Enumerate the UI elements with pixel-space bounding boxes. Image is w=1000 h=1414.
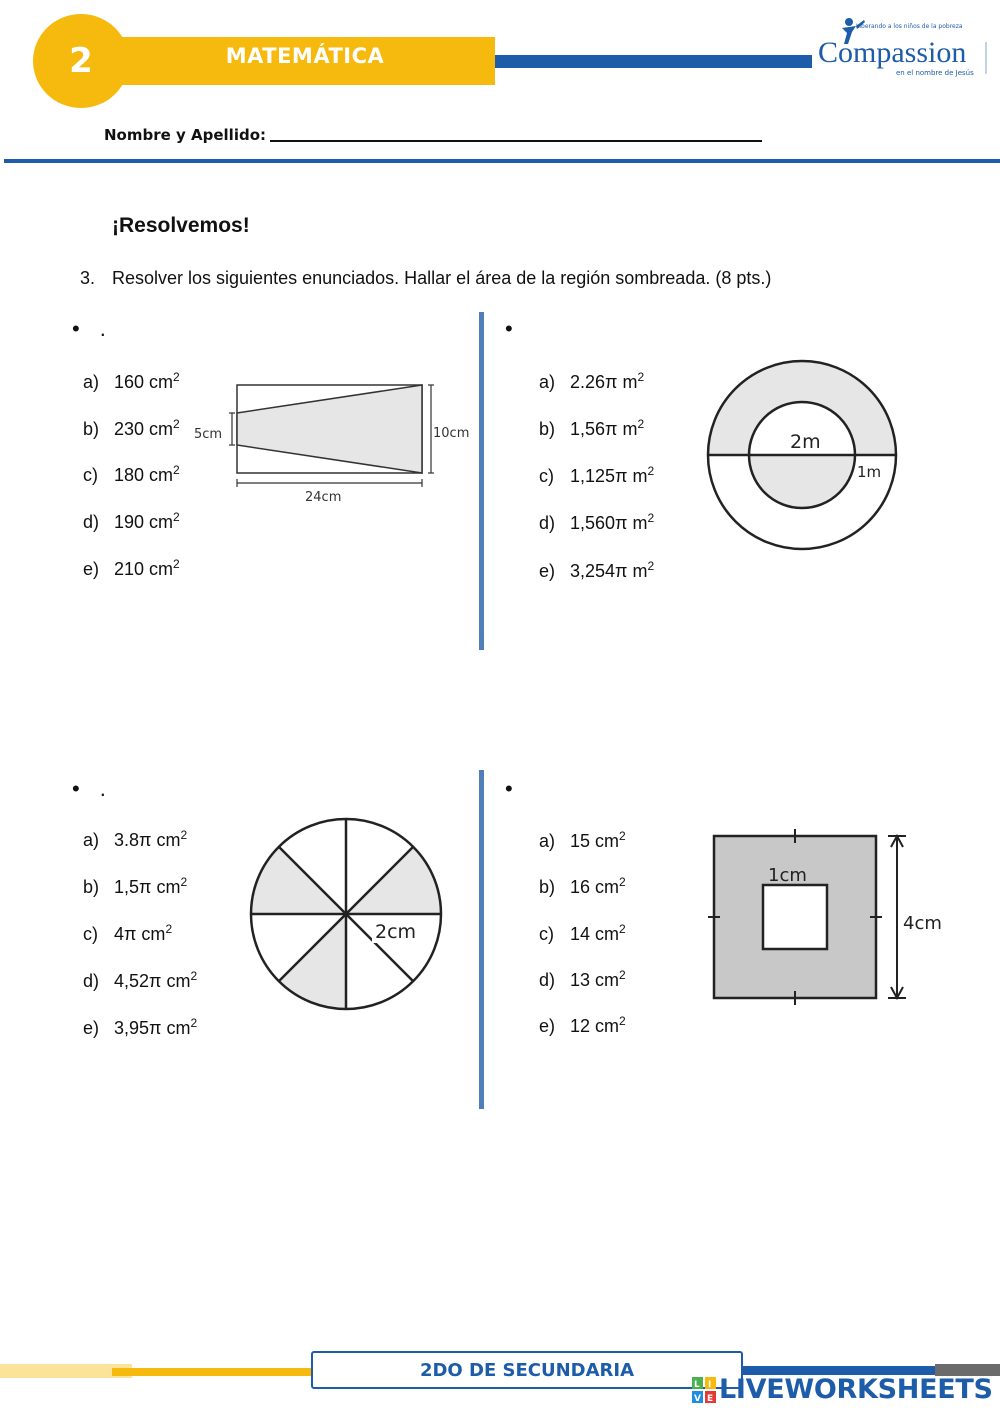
instruction-text: Resolver los siguientes enunciados. Hallar el área de la región sombreada. (8 pts.) [112, 268, 772, 288]
problem-3-option-e[interactable]: e) 3,95π $cm^2$ [83, 1016, 198, 1038]
liveworksheets-icon [692, 1377, 716, 1403]
logo-wordmark: Compassion [818, 36, 967, 69]
problem-3-figure [245, 812, 450, 1017]
label-2m: 2m [790, 431, 821, 453]
logo-tagline-top: Liberando a los niños de la pobreza [856, 23, 963, 30]
problem-4-option-a[interactable]: a) 15 $cm^2$ [539, 829, 626, 851]
problem-4-option-c[interactable]: c) 14 $cm^2$ [539, 922, 626, 944]
problem-3-option-d[interactable]: d) 4,52π $cm^2$ [83, 969, 198, 991]
problem-4-figure [700, 825, 955, 1010]
problem-2-option-e[interactable]: e) 3,254π $m^2$ [539, 559, 655, 581]
problem-3-option-b[interactable]: b) 1,5π $cm^2$ [83, 875, 188, 897]
problem-1-option-c[interactable]: c) 180 $cm^2$ [83, 463, 180, 485]
header-divider [4, 159, 1000, 163]
problem-2-figure [700, 355, 905, 560]
svg-text:E: E [707, 1394, 714, 1403]
problem-2-option-a[interactable]: a) 2.26π $m^2$ [539, 370, 645, 392]
name-field[interactable] [104, 126, 762, 144]
footer-grade-label: 2DO DE SECUNDARIA [419, 1359, 635, 1381]
problem-1-option-d[interactable]: d) 190 $cm^2$ [83, 510, 180, 532]
problem-1-option-e[interactable]: e) 210 $cm^2$ [83, 557, 180, 579]
question-number: 3. [80, 268, 96, 288]
svg-text:I: I [708, 1380, 712, 1390]
footer-grade-box [311, 1351, 743, 1389]
svg-text:L: L [694, 1380, 700, 1390]
problem-1-option-b[interactable]: b) 230 $cm^2$ [83, 417, 180, 439]
grade-number: 2 [69, 41, 93, 81]
svg-text:V: V [694, 1394, 701, 1403]
logo-tagline-bottom: en el nombre de Jesús [896, 69, 974, 77]
problem-3-bullet: • . [72, 776, 106, 801]
problem-2-option-c[interactable]: c) 1,125π $m^2$ [539, 464, 655, 486]
label-5cm: 5cm [194, 427, 223, 442]
footer-yellow-bar [112, 1368, 317, 1376]
label-10cm: 10cm [433, 426, 470, 441]
problem-1-option-a[interactable]: a) 160 $cm^2$ [83, 370, 180, 392]
problem-3-option-c[interactable]: c) 4π $cm^2$ [83, 922, 173, 944]
label-1m: 1m [857, 463, 882, 481]
problem-2-option-d[interactable]: d) 1,560π $m^2$ [539, 511, 655, 533]
label-4cm: 4cm [903, 913, 942, 934]
header-blue-bar [495, 55, 812, 68]
problem-4-bullet: • [505, 776, 513, 801]
label-2cm: 2cm [375, 921, 417, 943]
problem-4-option-e[interactable]: e) 12 $cm^2$ [539, 1014, 626, 1036]
problem-3-option-a[interactable]: a) 3.8π $cm^2$ [83, 828, 188, 850]
column-divider-bottom [479, 770, 484, 1109]
label-1cm: 1cm [768, 865, 807, 886]
name-blank-line[interactable] [270, 140, 762, 142]
liveworksheets-watermark[interactable]: LIVEWORKSHEETS [719, 1374, 993, 1405]
section-title: ¡Resolvemos! [112, 214, 250, 237]
instruction [80, 268, 771, 289]
problem-4-option-d[interactable]: d) 13 $cm^2$ [539, 968, 626, 990]
grade-badge [33, 14, 129, 108]
compassion-logo [812, 16, 992, 80]
problem-2-option-b[interactable]: b) 1,56π $m^2$ [539, 417, 645, 439]
problem-4-option-b[interactable]: b) 16 $cm^2$ [539, 875, 626, 897]
label-24cm: 24cm [305, 490, 342, 505]
problem-1-figure [190, 375, 480, 510]
name-label: Nombre y Apellido: [104, 126, 267, 144]
subject-title: MATEMÁTICA [225, 44, 385, 68]
problem-1-bullet: • . [72, 316, 106, 341]
problem-2-bullet: • [505, 316, 513, 341]
